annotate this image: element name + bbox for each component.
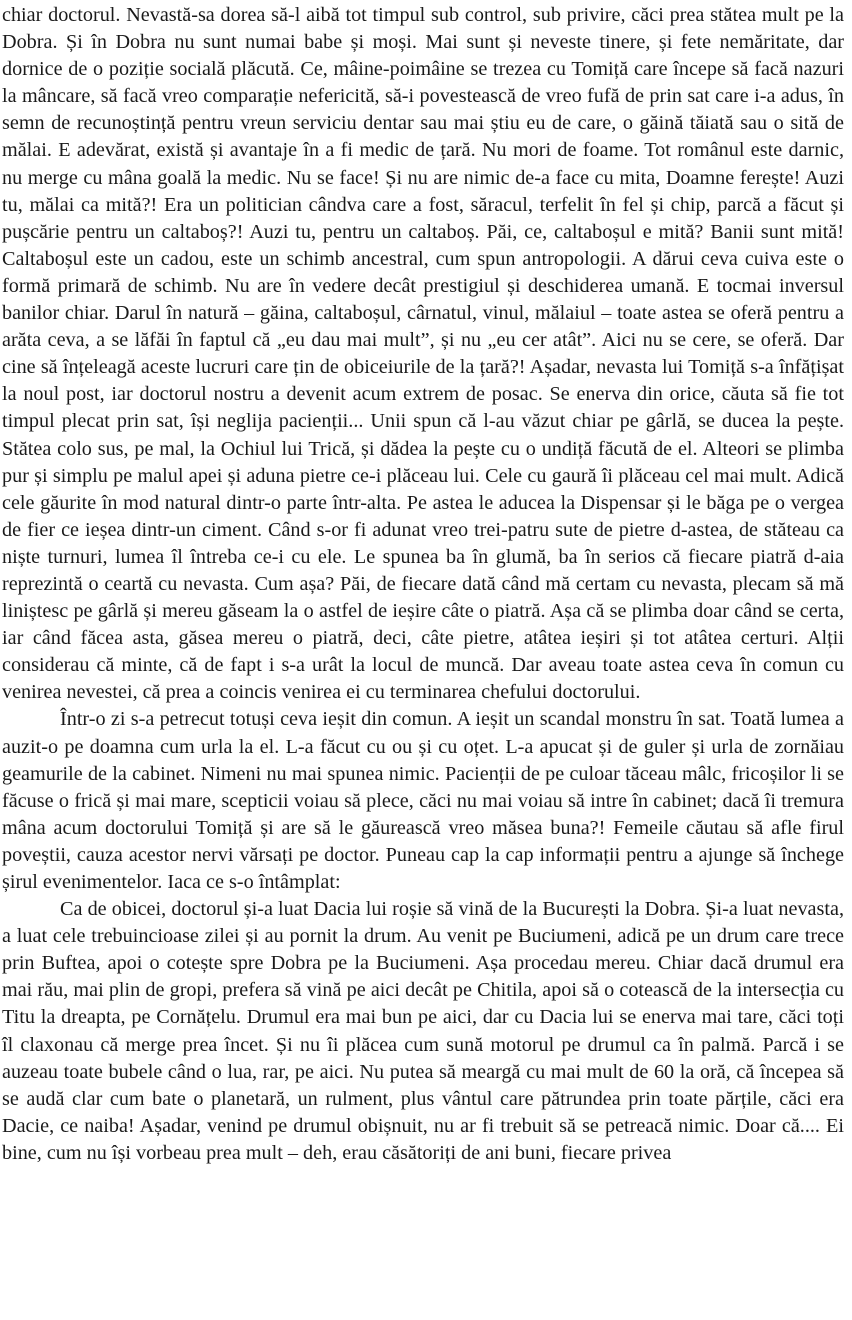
paragraph-2: Într-o zi s-a petrecut totuși ceva ieșit din comun. A ieșit un scandal monstru în sat. Toată lumea a auzit-o pe doamna cum urla la el. L-a făcut cu ou și cu oțet. L-a apucat și de guler și urla de zornăiau geamurile de la cabinet. Nimeni nu mai spunea nimic. Pacienții de pe culoar tăceau mâlc, fricoșilor li se făcuse o frică și mai mare, scepticii voiau să plece, căci nu mai voiau să intre în cabinet; dacă îi tremura mâna acum doctorului Tomiță și are să le găurească vreo măsea buna?! Femeile căutau să afle firul poveștii, cauza acestor nervi vărsați pe doctor. Puneau cap la cap informații pentru a ajunge să închege șirul evenimentelor. Iaca ce s-o întâmplat: xyxy=(2,708,844,893)
paragraph-1: chiar doctorul. Nevastă-sa dorea să-l aibă tot timpul sub control, sub privire, căci prea stătea mult pe la Dobra. Și în Dobra nu sunt numai babe și moși. Mai sunt și neveste tinere, și fete nemăritate, dar dornice de o poziție socială plăcută. Ce, mâine-poimâine se trezea cu Tomiță care începe să facă nazuri la mâncare, să facă vreo comparație nefericită, să-i povestească de vreo fufă de prin sat care i-a adus, în semn de recunoștință pentru vreun serviciu dentar sau mai știu eu de care, o găină tăiată sau o sită de mălai. E adevărat, există și avantaje în a fi medic de țară. Nu mori de foame. Tot românul este darnic, nu merge cu mâna goală la medic. Nu se face! Și nu are nimic de-a face cu mita, Doamne ferește! Auzi tu, mălai ca mită?! Era un politician cândva care a fost, săracul, terfelit în fel și chip, parcă a făcut și pușcărie pentru un caltaboș?! Auzi tu, pentru un caltaboș. Păi, ce, caltaboșul e mită? Banii sunt mită! Caltaboșul este un cadou, este un schimb ancestral, cum spun antropologii. A dărui ceva cuiva este o formă primară de schimb. Nu are în vedere decât prestigiul și deschiderea umană. E tocmai inversul banilor chiar. Darul în natură – găina, caltaboșul, cârnatul, vinul, mălaiul – toate astea se oferă pentru a arăta ceva, a se lăfăi în faptul că „eu dau mai mult”, și nu „eu cer atât”. Aici nu se cere, se oferă. Dar cine să înțeleagă aceste lucruri care țin de obiceiurile de la țară?! Așadar, nevasta lui Tomiță s-a înfățișat la noul post, iar doctorul nostru a devenit acum extrem de posac. Se enerva din orice, căuta să fie tot timpul plecat prin sat, își neglija pacienții... Unii spun că l-au văzut chiar pe gârlă, se ducea la pește. Stătea colo sus, pe mal, la Ochiul lui Trică, și dădea la pește cu o undiță făcută de el. Alteori se plimba pur și simplu pe malul apei și aduna pietre ce-i plăceau lui. Cele cu gaură îi plăceau cel mai mult. Adică cele găurite în mod natural dintr-o parte într-alta. Pe astea le aducea la Dispensar și le băga pe o vergea de fier ce ieșea dintr-un ciment. Când s-or fi adunat vreo trei-patru sute de pietre d-astea, de stăteau ca niște turnuri, lumea îl întreba ce-i cu ele. Le spunea ba în glumă, ba în serios că fiecare piatră d-aia reprezintă o ceartă cu nevasta. Cum așa? Păi, de fiecare dată când mă certam cu nevasta, plecam să mă liniștesc pe gârlă și mereu găseam la o astfel de ieșire câte o piatră. Așa că se plimba doar când se certa, iar când făcea asta, găsea mereu o piatră, deci, câte pietre, atâtea ieșiri și tot atâtea certuri. Alții considerau că minte, că de fapt i s-a urât la locul de muncă. Dar aveau toate astea ceva în comun cu venirea nevestei, că prea a coincis venirea ei cu terminarea chefului doctorului. xyxy=(2,4,844,704)
paragraph-3: Ca de obicei, doctorul și-a luat Dacia lui roșie să vină de la București la Dobra. Și-a luat nevasta, a luat cele trebuincioase zilei și au pornit la drum. Au venit pe Buciumeni, adică pe un drum care trece prin Buftea, apoi o cotește spre Dobra pe la Buciumeni. Așa procedau mereu. Chiar dacă drumul era mai rău, mai plin de gropi, prefera să vină pe aici decât pe Chitila, apoi să o cotească de la intersecția cu Titu la dreapta, pe Cornățelu. Drumul era mai bun pe aici, dar cu Dacia lui se enerva mai tare, căci toți îl claxonau că merge prea încet. Și nu îi plăcea cum sună motorul pe drumul ca în palmă. Parcă i se auzeau toate bubele când o lua, rar, pe aici. Nu putea să meargă cu mai mult de 60 la oră, că începea să se audă clar cum bate o planetară, un rulment, plus vântul care pătrundea prin toate părțile, căci era Dacie, ce naiba! Așadar, venind pe drumul obișnuit, nu ar fi trebuit să se petreacă nimic. Doar că.... Ei bine, cum nu își vorbeau prea mult – deh, erau căsătoriți de ani buni, fiecare privea xyxy=(2,898,844,1164)
